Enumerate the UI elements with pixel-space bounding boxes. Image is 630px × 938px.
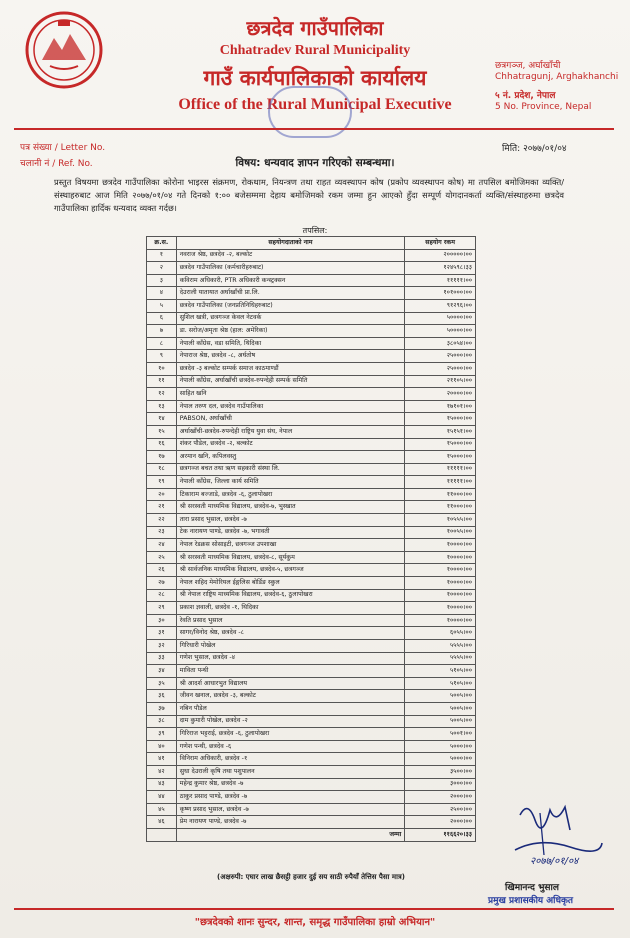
office-name-english: Office of the Rural Municipal Executive [178,96,452,113]
row-serial: ३७ [147,702,177,715]
row-serial: २७ [147,577,177,590]
row-amount: ५००५।०० [405,690,476,703]
row-serial: ३ [147,274,177,287]
table-row [147,702,476,715]
row-amount: १५१५१।०० [405,425,476,438]
row-donor-name: अर्घाखाँची-छत्रदेव-रुपन्देही राष्ट्रिय युवा संघ, नेपाल [176,425,405,438]
row-amount: ११०००।०० [405,488,476,501]
row-amount: १७१०१।०० [405,400,476,413]
table-row [147,665,476,678]
row-donor-name: नेपाली काँग्रेस, जिल्ला कार्य समिति [176,476,405,489]
row-donor-name: गिरिधारी पोखेल [176,640,405,653]
table-row [147,690,476,703]
row-donor-name: नेपाल तरुण दल, छत्रदेव गाउँपालिका [176,400,405,413]
row-donor-name: तारा प्रसाद भुसाल, छत्रदेव -७ [176,514,405,527]
row-donor-name: टेक नारायण पाण्डे, छत्रदेव -७, भगावती [176,526,405,539]
row-donor-name: छत्रदेव गाउँपालिका (जनप्रतिनिधिहरुबाट) [176,299,405,312]
row-amount: ११०००।०० [405,501,476,514]
row-amount: २११०५।०० [405,375,476,388]
row-amount: ५५५५।०० [405,640,476,653]
table-row [147,362,476,375]
row-donor-name: सुशिल खत्री, छत्रगञ्ज केवल नेटवर्क [176,312,405,325]
donor-table [146,236,476,842]
table-row [147,564,476,577]
municipality-name-nepali: छत्रदेव गाउँपालिका [246,16,384,40]
header-amount: सहयोग रकम [405,237,476,250]
table-row [147,803,476,816]
row-donor-name: सागर/विनोद श्रेष्ठ, छत्रदेव -८ [176,627,405,640]
row-donor-name: प्रकाश ज्ञवाली, छत्रदेव -१, थिदिका [176,602,405,615]
row-donor-name: देउराली यातायात अर्घाखाँची प्रा.लि. [176,287,405,300]
row-serial: २ [147,262,177,275]
row-serial: ७ [147,325,177,338]
row-amount: १११११।०० [405,274,476,287]
table-row [147,514,476,527]
row-donor-name: नेपाली काँग्रेस, वडा समिति, थिदिका [176,337,405,350]
row-amount: १५०००।०० [405,451,476,464]
row-serial: ६ [147,312,177,325]
row-donor-name: महेन्द्र कुमार श्रेष्ठ, छत्रदेव -७ [176,778,405,791]
table-caption: तपसिल: [302,226,328,235]
total-row [147,828,476,841]
row-donor-name: गणेश पन्थी, छत्रदेव -६ [176,740,405,753]
row-donor-name: टिकाराम बज्जाडे, छत्रदेव -६, ठुलापोखरा [176,488,405,501]
row-serial: १६ [147,438,177,451]
row-donor-name: नेपाली काँग्रेस, अर्घाखाँची छत्रदेव-रुपन्देही सम्पर्क समिति [176,375,405,388]
row-serial: २९ [147,602,177,615]
table-row [147,589,476,602]
row-amount: ५१०५।०० [405,677,476,690]
row-serial: ३० [147,614,177,627]
table-row [147,375,476,388]
table-row [147,765,476,778]
table-row [147,325,476,338]
row-donor-name: नेपाल रेडक्रस सोसाइटी, छत्रगञ्ज उपशाखा [176,539,405,552]
row-amount: १००५५।०० [405,526,476,539]
signatory-title: प्रमुख प्रशासकीय अधिकृत [488,896,574,906]
row-amount: १००००।०० [405,614,476,627]
row-donor-name: श्री सार्वजनिक माध्यमिक विद्यालय, छत्रदेव-५, छत्रगञ्ज [176,564,405,577]
row-amount: १००००।०० [405,589,476,602]
row-serial: १ [147,249,177,262]
row-donor-name: श्री नेपाल राष्ट्रिय माध्यमिक विद्यालय, छत्रदेव-६, ठुलापोखरा [176,589,405,602]
row-serial: २५ [147,551,177,564]
row-serial: १२ [147,388,177,401]
row-serial: ३१ [147,627,177,640]
row-serial: १५ [147,425,177,438]
table-row [147,577,476,590]
row-donor-name: कविराम अधिकारी, PTR अधिकारी कन्स्ट्रक्सन [176,274,405,287]
letter-body-paragraph: प्रस्तुत विषयमा छत्रदेव गाउँपालिका कोरोना भाइरस संक्रमण, रोकथाम, नियन्त्रण तथा राहत व्यवस्थापन कोष (प्रकोप व्यवस्थापन कोष) मा तपसिल बमोजिमका व्यक्ति/संस्थाहरुबाट आज मिति २०७७/०१/०४ गते दिनको १:०० बजेसम्ममा देहाय बमोजिमको रकम जम्मा हुन आएको हुँदा सम्पूर्ण योगदानकर्ता व्यक्ति/संस्थाहरुमा छत्रदेव गाउँपालिका हार्दिक धन्यवाद व्यक्त गर्दछ। [54,177,564,213]
table-row [147,262,476,275]
address-english-2: 5 No. Province, Nepal [495,102,592,112]
row-serial: ४५ [147,803,177,816]
letter-date: मिति: २०७७/०१/०४ [502,144,567,154]
table-row [147,791,476,804]
row-donor-name: कृष्ण प्रसाद भुसाल, छत्रदेव -७ [176,803,405,816]
address-nepali-2: ५ नं. प्रदेश, नेपाल [495,91,556,101]
row-donor-name: शंकर पौडेल, छत्रदेव -२, बल्कोट [176,438,405,451]
row-amount: १००००।०० [405,539,476,552]
row-serial: १९ [147,476,177,489]
office-seal-stamp [268,86,352,138]
footer-slogan: "छत्रदेवको शानः सुन्दर, शान्त, समृद्ध गाउँपालिका हाम्रो अभियान" [194,917,436,928]
row-serial: २८ [147,589,177,602]
row-serial: ३२ [147,640,177,653]
table-row [147,488,476,501]
row-amount: १००००।०० [405,602,476,615]
row-serial: १७ [147,451,177,464]
row-amount: ५००००।०० [405,312,476,325]
header-donor-name: सहयोगदाताको नाम [176,237,405,250]
row-serial: २३ [147,526,177,539]
table-row [147,778,476,791]
row-serial: ९ [147,350,177,363]
table-row [147,526,476,539]
row-amount: ५००५।०० [405,715,476,728]
row-amount: ५००५।०० [405,702,476,715]
table-row [147,816,476,829]
table-row [147,740,476,753]
row-donor-name: नवराज श्रेष्ठ, छत्रदेव -२, बल्कोट [176,249,405,262]
table-row [147,728,476,741]
row-serial: ३६ [147,690,177,703]
row-serial: ४३ [147,778,177,791]
ref-no-label: चलानी नं / Ref. No. [20,159,93,169]
row-serial: २१ [147,501,177,514]
table-row [147,677,476,690]
row-donor-name: श्री सरस्वती माध्यमिक विद्यालय, छत्रदेव-७, भुस्खात [176,501,405,514]
row-donor-name: नेपाराज श्रेष्ठ, छत्रदेव -८, अर्घतोष [176,350,405,363]
row-serial: १४ [147,413,177,426]
row-serial: १८ [147,463,177,476]
total-label: जम्मा [176,828,405,841]
row-amount: ३५००।०० [405,765,476,778]
row-amount: १११११।०० [405,463,476,476]
row-amount: २५०००।०० [405,350,476,363]
table-row [147,640,476,653]
table-row [147,451,476,464]
row-serial: २० [147,488,177,501]
row-donor-name: दाम कुमारी पोखेल, छत्रदेव -२ [176,715,405,728]
row-amount: १००००।०० [405,577,476,590]
signatory-name: खिमानन्द भुसाल [505,883,559,893]
row-amount: १५०००।०० [405,438,476,451]
table-row [147,425,476,438]
row-serial: ४० [147,740,177,753]
table-row [147,400,476,413]
letter-subject: विषय: धन्यवाद ज्ञापन गरिएको सम्बन्धमा। [235,157,395,169]
letter-no-label: पत्र संख्या / Letter No. [20,143,106,153]
table-row [147,627,476,640]
header-divider [14,128,614,130]
signature-date: २०७७/०१/०४ [530,856,579,867]
table-row [147,614,476,627]
row-donor-name: माविता पन्थी [176,665,405,678]
row-donor-name: नबिन पौडेल [176,702,405,715]
row-amount: २०००००।०० [405,249,476,262]
table-row [147,463,476,476]
row-donor-name: छत्रदेव गाउँपालिका (कर्मचारीहरुबाट) [176,262,405,275]
row-serial: २६ [147,564,177,577]
table-header-row [147,237,476,250]
address-english-1: Chhatragunj, Arghakhanchi [495,72,619,82]
header-serial: क्र.स. [147,237,177,250]
row-serial: ४ [147,287,177,300]
table-row [147,312,476,325]
row-serial: ११ [147,375,177,388]
table-row [147,337,476,350]
row-amount: १०५५५।०० [405,514,476,527]
row-serial: ५ [147,299,177,312]
table-row [147,652,476,665]
row-serial: ३९ [147,728,177,741]
row-donor-name: विनिराम अधिकारी, छत्रदेव -१ [176,753,405,766]
row-donor-name: रेवति प्रसाद भुसाल [176,614,405,627]
row-serial: ४४ [147,791,177,804]
table-row [147,299,476,312]
row-serial: ४२ [147,765,177,778]
row-donor-name: जीवन खनाल, छत्रदेव -३, बल्कोट [176,690,405,703]
table-row [147,476,476,489]
row-amount: ३८०५४।०० [405,337,476,350]
table-row [147,350,476,363]
table-row [147,539,476,552]
row-serial: ३३ [147,652,177,665]
table-row [147,551,476,564]
address-nepali-1: छत्रगञ्ज, अर्घाखाँची [495,61,561,71]
row-serial: २२ [147,514,177,527]
total-amount: ११६६२०।३३ [405,828,476,841]
row-serial: ८ [147,337,177,350]
row-amount: २५०००।०० [405,362,476,375]
row-amount: ५००१।०० [405,728,476,741]
row-donor-name: अरमान खनि, कपिलवस्तु [176,451,405,464]
footer-divider [14,908,614,910]
row-amount: १००००।०० [405,564,476,577]
row-amount: ९१२९६।०० [405,299,476,312]
table-row [147,274,476,287]
row-serial: १० [147,362,177,375]
row-amount: ६०५५।०० [405,627,476,640]
row-amount: १००००।०० [405,551,476,564]
row-donor-name: सुधा देउराली कृषि तथा पशुपालन [176,765,405,778]
table-row [147,413,476,426]
row-serial: ४१ [147,753,177,766]
row-serial: ३५ [147,677,177,690]
table-row [147,388,476,401]
row-amount: २०००।०० [405,791,476,804]
row-serial: १३ [147,400,177,413]
row-amount: २५००।०० [405,803,476,816]
row-donor-name: PABSON, अर्घाखाँची [176,413,405,426]
table-row [147,602,476,615]
table-row [147,249,476,262]
row-amount: २००००।०० [405,388,476,401]
row-serial: ३८ [147,715,177,728]
row-donor-name: गिरिराज भट्टराई, छत्रदेव -६, ठुलापोखरा [176,728,405,741]
row-amount: १०१०००।०० [405,287,476,300]
table-row [147,287,476,300]
row-amount: ५००००।०० [405,325,476,338]
office-name-nepali: गाउँ कार्यपालिकाको कार्यालय [203,66,427,90]
table-row [147,715,476,728]
municipality-name-english: Chhatradev Rural Municipality [219,43,411,58]
row-amount: ५०००।०० [405,753,476,766]
row-amount: ५५५५।०० [405,652,476,665]
row-amount: १५०००।०० [405,413,476,426]
row-donor-name: छत्रगञ्ज बचत तथा ऋण सहकारी संस्था लि. [176,463,405,476]
row-donor-name: छत्रदेव -३ बल्कोट सम्पर्क समाज काठमाण्डौं [176,362,405,375]
row-amount: ५१०५।०० [405,665,476,678]
table-row [147,501,476,514]
row-donor-name: श्री आदर्श आधारभुत विद्यालय [176,677,405,690]
table-row [147,438,476,451]
row-serial: २४ [147,539,177,552]
row-amount: २०००।०० [405,816,476,829]
row-donor-name: श्री सरस्वती माध्यमिक विद्यालय, छत्रदेव-८, सूर्यकुम [176,551,405,564]
row-donor-name: साहित खनि [176,388,405,401]
table-row [147,753,476,766]
row-serial: ३४ [147,665,177,678]
row-donor-name: प्रेम नारायण पाण्डे, छत्रदेव -७ [176,816,405,829]
row-amount: १२४५९८।३३ [405,262,476,275]
row-donor-name: गणेश भुसाल, छत्रदेव -४ [176,652,405,665]
amount-in-words: (अक्षरुपी: एघार लाख छैसट्ठी हजार दुई सय साठी रुपैयाँ तेत्तिस पैसा मात्र) [217,873,405,881]
row-donor-name: नेपाल शहिद मेमोरियल ईङ्गलिस बोर्डिङ स्कुल [176,577,405,590]
row-serial: ४६ [147,816,177,829]
row-donor-name: डा. सरोज/अमृता श्रेष्ठ (हाल: अमेरिका) [176,325,405,338]
row-amount: ३०००।०० [405,778,476,791]
row-amount: १११११।०० [405,476,476,489]
row-donor-name: ठाकुर प्रसाद पाण्डे, छत्रदेव -७ [176,791,405,804]
row-amount: ५०००।०० [405,740,476,753]
